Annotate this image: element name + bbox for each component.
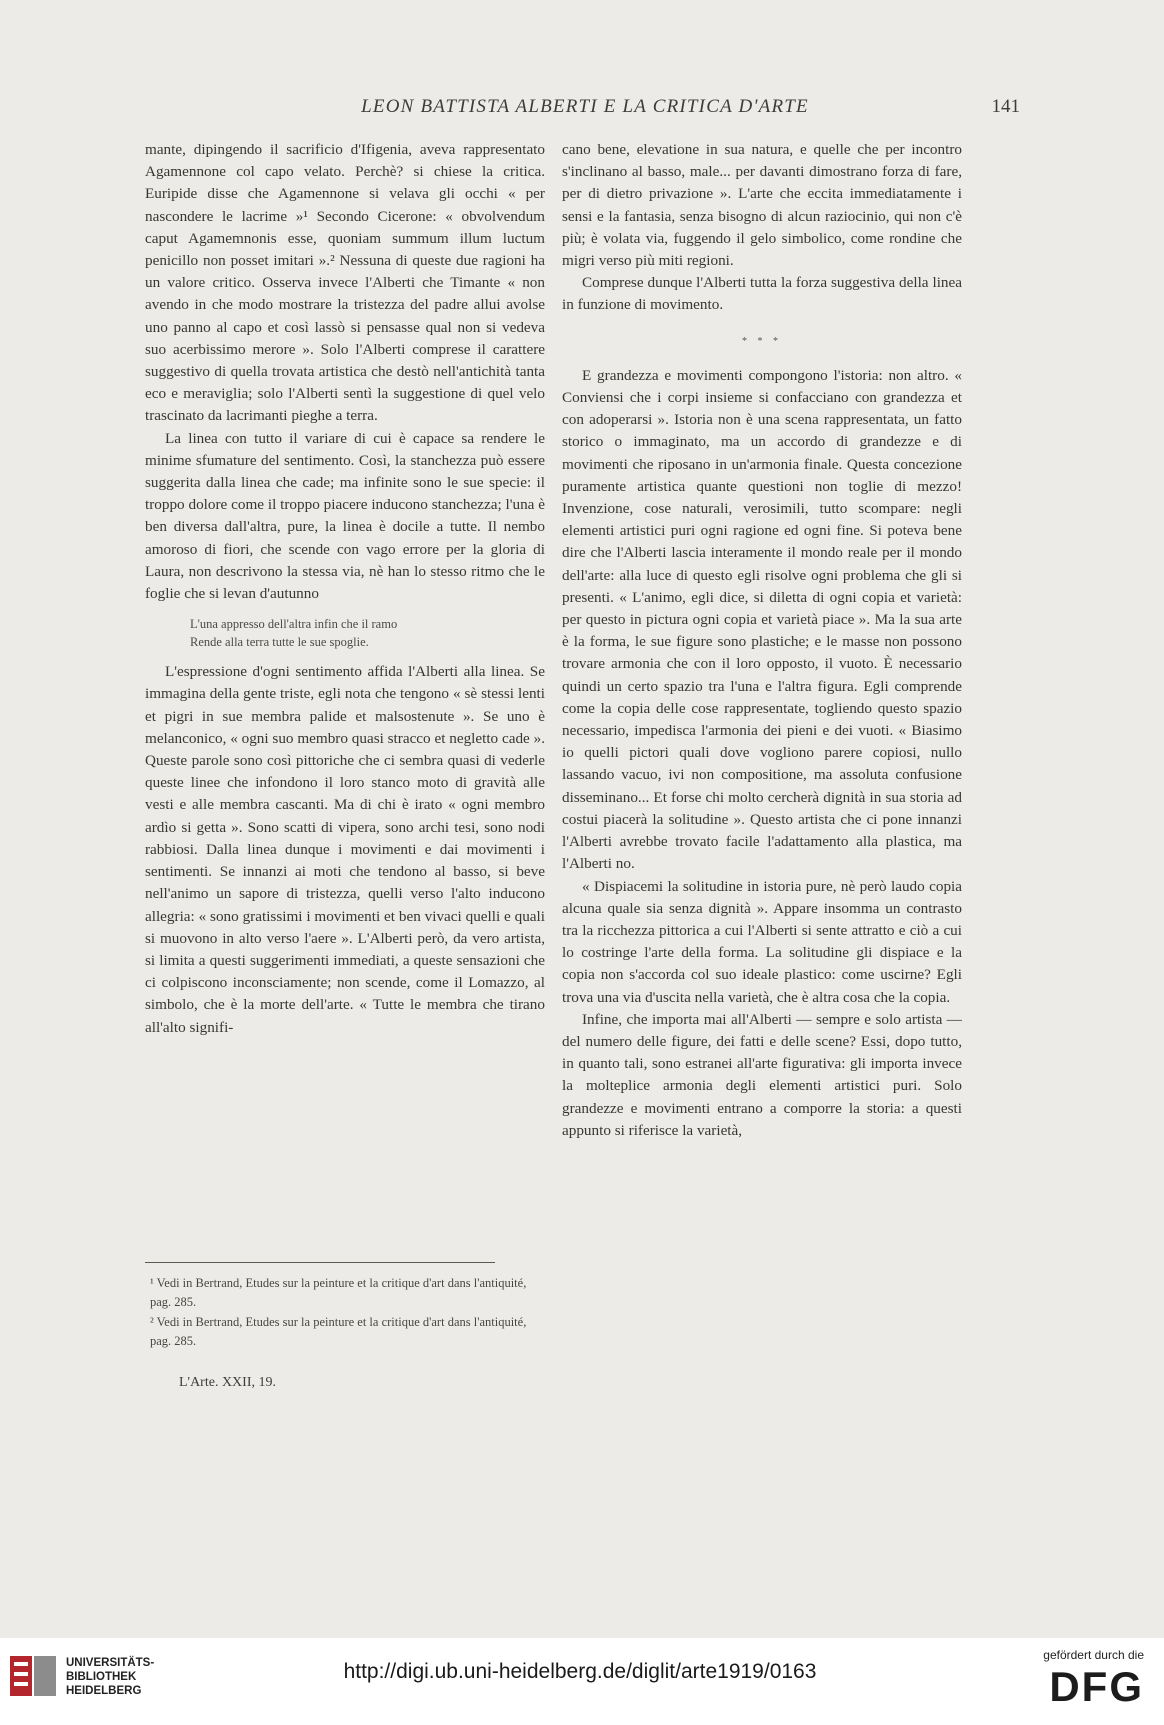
funded-by-label: gefördert durch die: [1043, 1648, 1144, 1662]
page-header: [140, 96, 1020, 126]
digitization-footer: [0, 1638, 1164, 1725]
paragraph: Infine, che importa mai all'Alberti — sempre e solo artista — del numero delle figure, dei fatti e delle scene? Essi, dopo tutto, in quanto tali, sono estranei all'arte figurativa: gli importa invece la molteplice armonia degli elementi artistici puri. Solo grandezze e movimenti entrano a comporre la storia: a questi appunto si riferisce la varietà,: [562, 1010, 962, 1139]
journal-signature: L'Arte. XXII, 19.: [179, 1375, 276, 1390]
paragraph: Comprese dunque l'Alberti tutta la forza suggestiva della linea in funzione di movimento.: [562, 274, 962, 314]
footnote: ² Vedi in Bertrand, Etudes sur la peinture et la critique d'art dans l'antiquité, pag. 285.: [150, 1315, 527, 1348]
verse-line: Rende alla terra tutte le sue spoglie.: [190, 635, 369, 650]
dfg-logo: DFG: [1049, 1663, 1144, 1710]
left-column: [145, 139, 545, 1039]
footnotes: [150, 1274, 540, 1351]
footnote: ¹ Vedi in Bertrand, Etudes sur la peinture et la critique d'art dans l'antiquité, pag. 285.: [150, 1276, 527, 1309]
dfg-funding-badge[interactable]: [1004, 1648, 1144, 1710]
paragraph: mante, dipingendo il sacrificio d'Ifigenia, aveva rappresentato Agamennone col capo velato. Perchè? si chiese la critica. Euripide disse che Agamennone si velava gli occhi « per nascondere le lacrime »¹ Secondo Cicerone: « obvolvendum caput Agamemnonis esse, quoniam summum illum luctum penicillo non posset imitari ».² Nessuna di queste due ragioni ha un valore critico. Osserva invece l'Alberti che Timante « non avendo in che modo mostrare la tristezza del padre allui avolse uno panno al capo et così lassò si pensasse qual non si vedeva suo acerbissimo merore ». Solo l'Alberti comprese il carattere suggestivo di quella trovata artistica che destò nell'antichità tanta eco e meraviglia; solo l'Alberti sentì la suggestione di quel velo trascinato da lacrimanti pieghe a terra.: [145, 141, 545, 425]
library-name: UNIVERSITÄTS- BIBLIOTHEK HEIDELBERG: [66, 1657, 155, 1697]
paragraph: « Dispiacemi la solitudine in istoria pure, nè però laudo copia alcuna quale sia senza dignità ». Appare insomma un contrasto tra la ricchezza pittorica a cui l'Alberti si sente attratto e ciò a cui lo costringe l'arte della forma. La solitudine gli dispiace e la copia non s'accorda col suo ideale plastico: come uscirne? Egli trova una via d'uscita nella varietà, che è altra cosa che la copia.: [562, 877, 962, 1006]
verse-line: L'una appresso dell'altra infin che il ramo: [190, 617, 398, 632]
paragraph: La linea con tutto il variare di cui è capace sa rendere le minime sfumature del sentimento. Così, la stanchezza può essere suggerita dalla linea che cade; ma infinite sono le sue specie: il troppo dolore come il troppo piacere inducono stanchezza; l'una è ben diversa dall'altra, pure, la linea è docile a tutte. Il nembo amoroso di fiori, che scende con vago errore per la gloria di Laura, non descrivono la stessa via, nè han lo stesso ritmo che le foglie che si levan d'autunno: [145, 429, 545, 603]
footnote-rule: [145, 1262, 495, 1263]
paragraph: E grandezza e movimenti compongono l'istoria: non altro. « Conviensi che i corpi insieme si confacciano con grandezza et con adoperarsi ». Istoria non è una scena rappresentata, un fatto storico o immaginato, ma un accordo di grandezze e di movimenti che riposano in un'armonia finale. Questa concezione puramente artistica quante questioni non toglie di mezzo! Invenzione, cose naturali, verosimili, tutto scompare: negli elementi artistici puri ogni ragione ed ogni fine. Si poteva bene dire che l'Alberti lascia interamente il mondo reale per il mondo dell'arte: alla luce di questo egli risolve ogni problema che gli si presenti. « L'animo, egli dice, si diletta di ogni copia et varietà: per questo in pictura ogni copia et varietà piace ». Ma la sua arte è la forma, le sue figure sono plastiche; e le masse non possono trovare armonia che con il loro opposto, il vuoto. È necessario quindi un certo spazio tra l'una e l'altra figura. Egli comprende come la copia delle cose rappresentate, togliendo questo spazio necessario, impedisca l'armonia dei pieni e dei vuoti. « Biasimo io quelli pictori quali dove vogliono parere copiosi, nullo lassando vacuo, ivi non compositione, ma assoluta confusione disseminano... Et forse chi molto cercherà dignità in sua storia ad costui piacerà la solitudine ». Questo artista che ci pone innanzi l'Alberti avrebbe trovato facile l'adattamento alla plastica, ma l'Alberti no.: [562, 366, 962, 873]
right-column: [562, 139, 962, 1142]
paragraph: cano bene, elevatione in sua natura, e quelle che per incontro s'inclinano al basso, male... per davanti dimostrano forza di fare, per di dietro privazione ». L'arte che eccita immediatamente i sensi e la fantasia, senza bisogno di alcun raziocinio, qui non c'è più; è volata via, fuggendo il gelo simbolico, come rondine che migri verso più miti regioni.: [562, 141, 962, 270]
source-url-link[interactable]: http://digi.ub.uni-heidelberg.de/diglit/arte1919/0163: [343, 1660, 817, 1683]
page-number: 141: [991, 96, 1020, 117]
section-divider: * * *: [742, 335, 782, 347]
running-title: LEON BATTISTA ALBERTI E LA CRITICA D'ARTE: [361, 96, 809, 117]
paragraph: L'espressione d'ogni sentimento affida l'Alberti alla linea. Se immagina della gente triste, egli nota che tengono « sè stessi lenti et pigri in sue membra palide et malsostenute ». Se uno è melanconico, « ogni suo membro quasi stracco et negletto cade ». Queste parole sono così pittoriche che ci sembra quasi di vederle queste linee che infondono il loro stanco moto di gravità alle vesti e alle membra cascanti. Ma di chi è irato « ogni membro ardìo si getta ». Sono scatti di vipera, sono archi tesi, sono nodi rabbiosi. Dalla linea dunque i movimenti e dai movimenti i sentimenti. Se innanzi ai moti che tendono al basso, si beve nell'animo un sapore di tristezza, quelli verso l'alto inducono allegria: « sono gratissimi i movimenti et ben vivaci quelli e quali si muovono in alto verso l'aere ». L'Alberti però, da vero artista, si limita a questi suggerimenti immediati, a queste sensazioni che ci colpiscono inconsciamente; non scende, come il Lomazzo, al simbolo, che è la morte dell'arte. « Tutte le membra che tirano all'alto signifi-: [145, 663, 545, 1036]
library-emblem-icon: [8, 1652, 58, 1700]
verse-quote: [190, 615, 545, 651]
university-library-logo[interactable]: [8, 1652, 158, 1702]
